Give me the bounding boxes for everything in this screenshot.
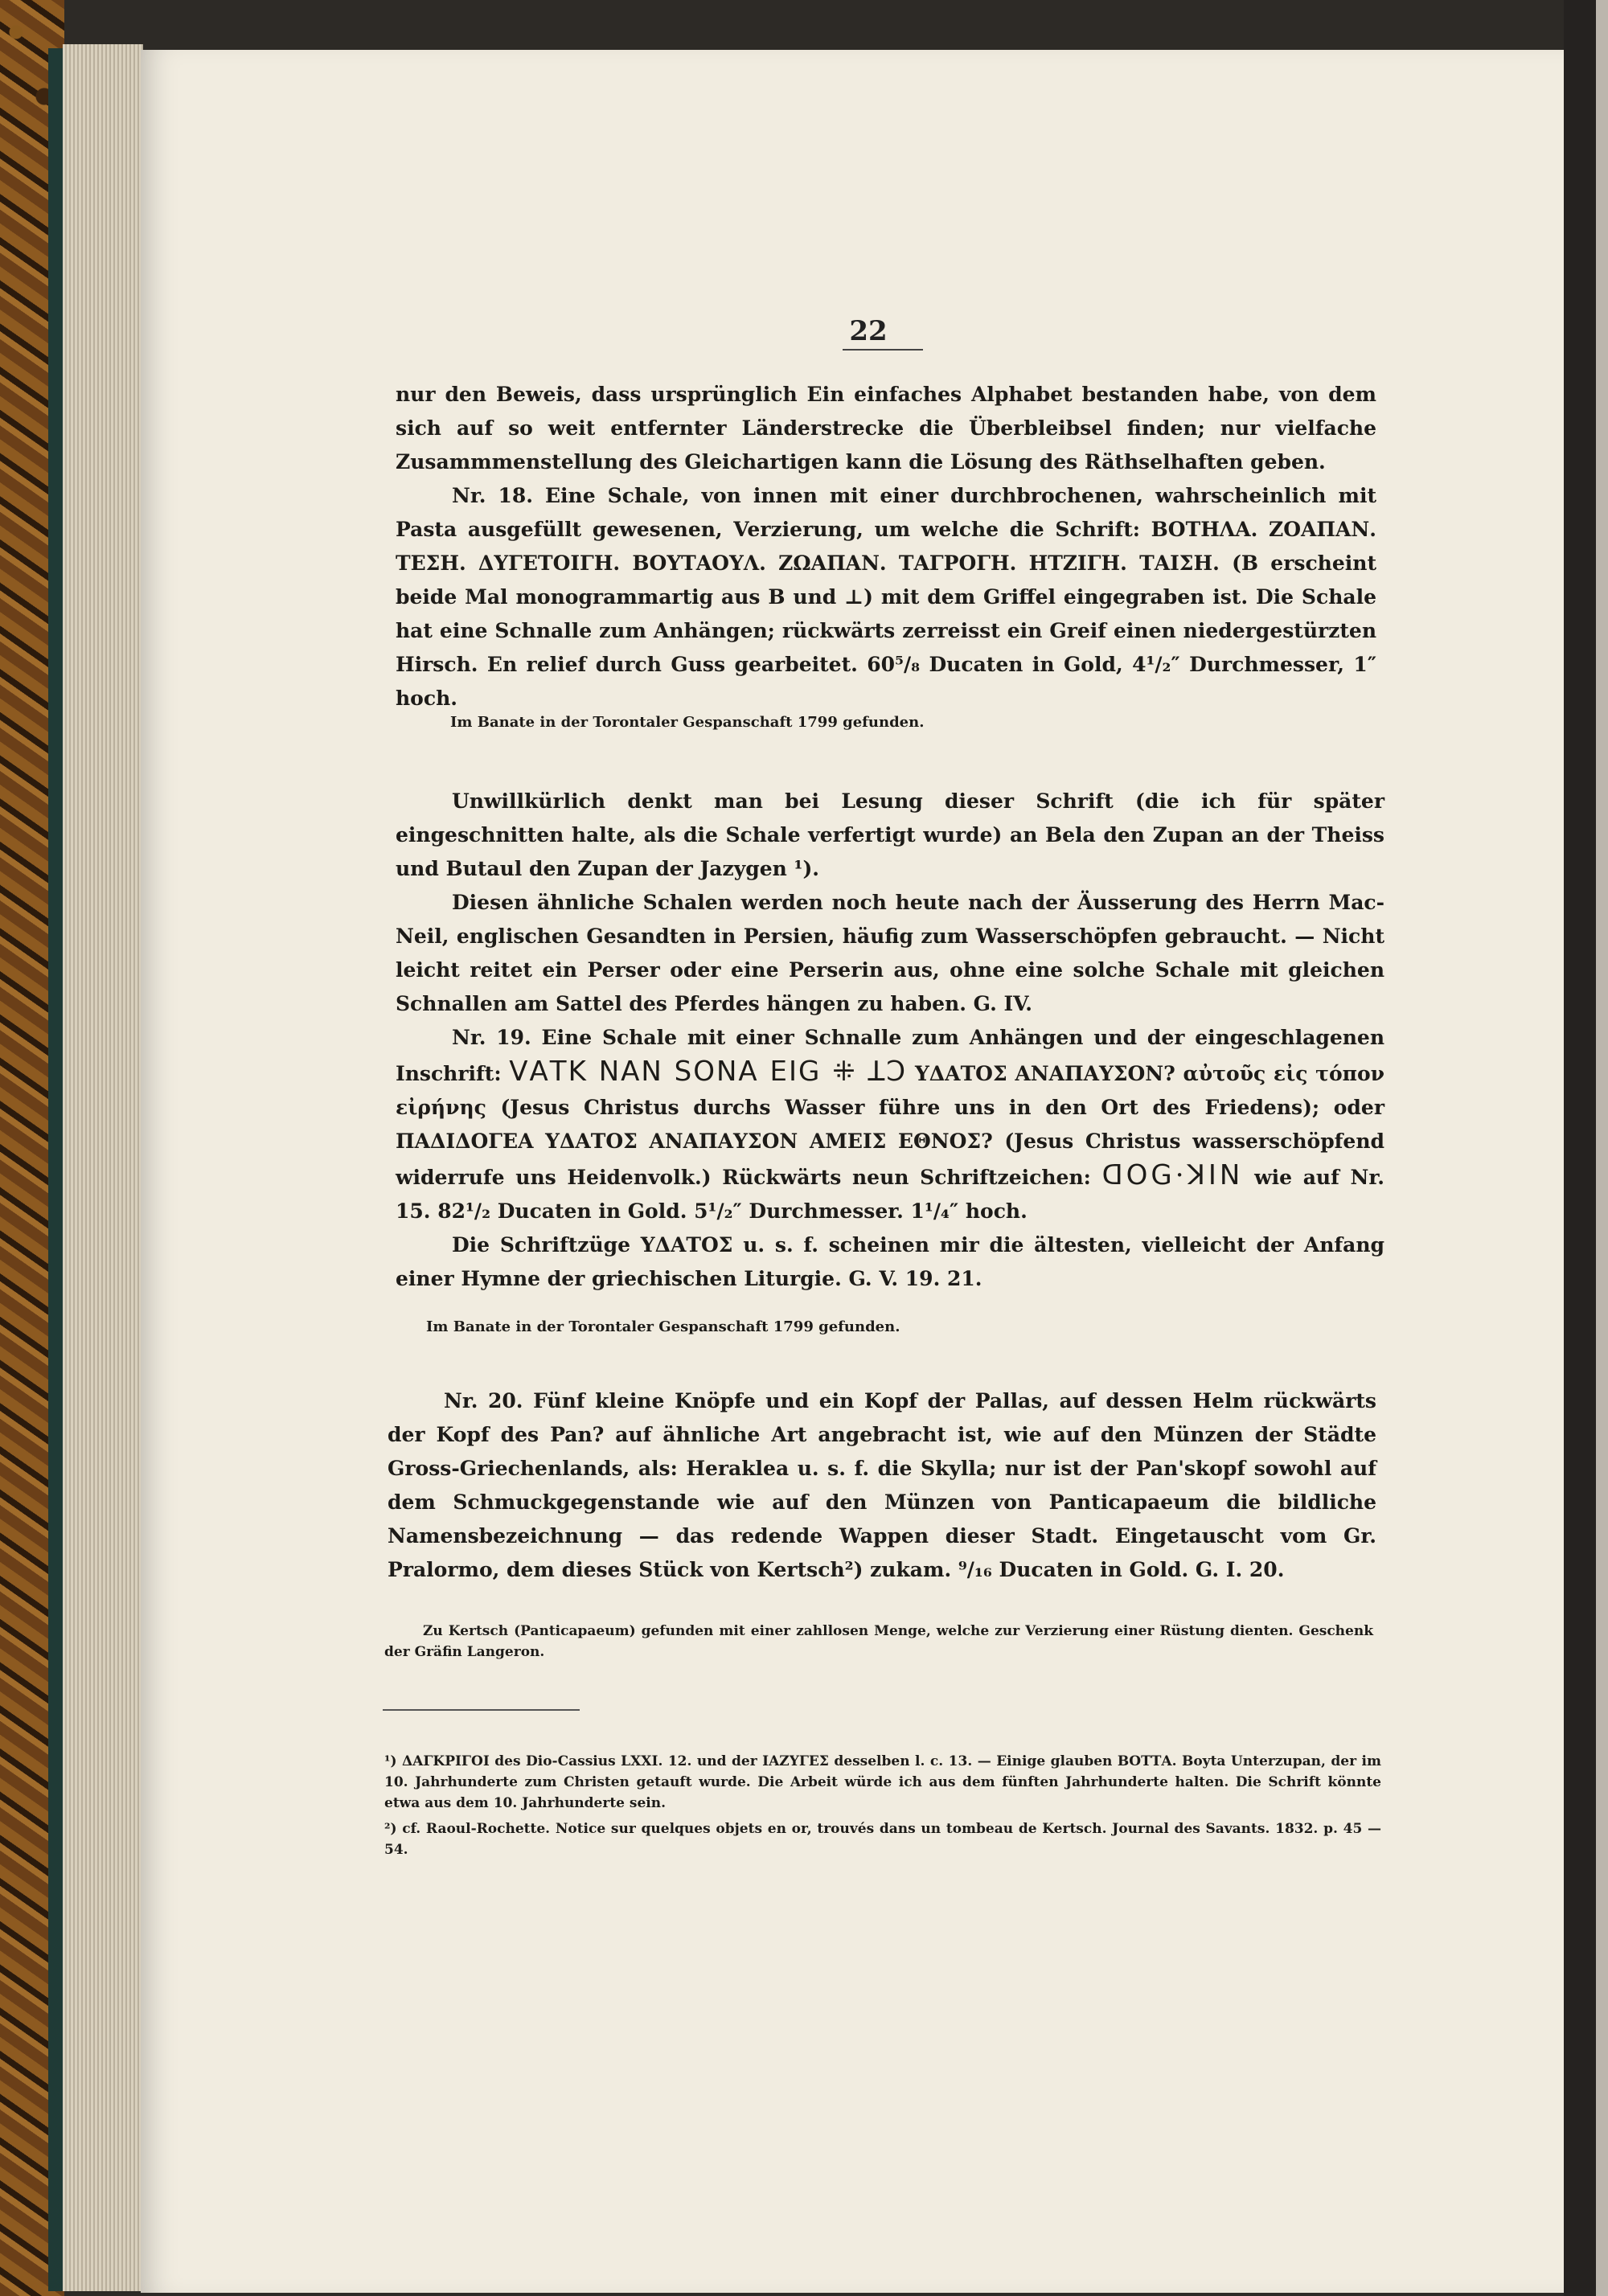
- paragraph: Diesen ähnliche Schalen werden noch heute nach der Äusserung des Herrn Mac-Neil, englischen Gesandten in Persien, häufig zum Wasserschöpfen gebraucht. — Nicht leicht reitet ein Perser oder eine Perserin aus, ohne eine solche Schale mit gleichen Schnallen am Sattel des Pferdes hängen zu haben. G. IV.: [396, 891, 1384, 1015]
- find-note-text: Zu Kertsch (Panticapaeum) gefunden mit einer zahllosen Menge, welche zur Verzierung einer Rüstung dienten. Geschenk der Gräfin Langeron.: [384, 1623, 1373, 1660]
- paragraph: Die Schriftzüge ΥΔΑΤΟΣ u. s. f. scheinen mir die ältesten, vielleicht der Anfang einer Hymne der griechischen Liturgie. G. V. 19. 21.: [396, 1233, 1384, 1290]
- book-spine-cloth: [48, 48, 63, 2291]
- find-note: [384, 1621, 1373, 1663]
- find-location-caption: Im Banate in der Torontaler Gespanschaft 1799 gefunden.: [450, 714, 925, 731]
- footnotes: [384, 1751, 1381, 1860]
- paragraph: nur den Beweis, dass ursprünglich Ein einfaches Alphabet bestanden habe, von dem sich auf so weit entfernter Länderstrecke die Überbleibsel finden; nur vielfache Zusammmenstellung des Gleichartigen kann die Lösung des Räthselhaften geben.: [396, 383, 1376, 474]
- paragraph-text: Nr. 19. Eine Schale mit einer Schnalle zum Anhängen und der eingeschlagenen Inschrift:: [396, 1026, 1384, 1085]
- inscription-glyphs-reverse: ꓷꓳꓖ·ꓘꓲꓠ: [1101, 1159, 1244, 1191]
- text-block-nr20: [388, 1384, 1376, 1587]
- footnote-rule: [383, 1709, 580, 1711]
- paragraph-text: ΥΔΑΤΟΣ ΑΝΑΠΑΥΣΟΝ? αὐτοῦς εἰς τόπον εἰρήνης (Jesus Christus durchs Wasser führe uns in den Ort des Friedens); oder ΠΑΔΙΔΟΓΕΑ ΥΔΑΤΟΣ ΑΝΑΠΑΥΣΟΝ ΑΜΕΙΣ ΕΘΝΟΣ? (Jesus Christus wasserschöpfend widerrufe uns Heidenvolk.) Rückwärts neun Schriftzeichen:: [396, 1062, 1384, 1189]
- paragraph-nr18: Nr. 18. Eine Schale, von innen mit einer durchbrochenen, wahrscheinlich mit Pasta ausgefüllt gewesenen, Verzierung, um welche die Schrift: ΒΟΤΗΛΑ. ΖΟΑΠΑΝ. ΤΕΣΗ. ΔΥΓΕΤΟΙΓΗ. ΒΟΥΤΑΟΥΛ. ΖΩΑΠΑΝ. ΤΑΓΡΟΓΗ. ΗΤΖΙΓΗ. ΤΑΙΣΗ. (B erscheint beide Mal monogrammartig aus B und ⊥) mit dem Griffel eingegraben ist. Die Schale hat eine Schnalle zum Anhängen; rückwärts zerreisst ein Greif einen niedergestürzten Hirsch. En relief durch Guss gearbeitet. 60⁵/₈ Ducaten in Gold, 4¹/₂″ Durchmesser, 1″ hoch.: [396, 484, 1376, 710]
- paragraph-nr19: [396, 1021, 1384, 1228]
- page-number-rule: [843, 349, 923, 351]
- page-stack-edges: [63, 44, 143, 2291]
- page-number: 22: [849, 315, 888, 347]
- inscription-glyphs: ꓦꓮꓔꓗ ꓠꓮꓠ ꓢꓳꓠꓮ ꓰꓲꓖ ⁜ ꓕꓛ: [509, 1056, 908, 1088]
- paragraph: Unwillkürlich denkt man bei Lesung dieser Schrift (die ich für später eingeschnitten halte, als die Schale verfertigt wurde) an Bela den Zupan an der Theiss und Butaul den Zupan der Jazygen ¹).: [396, 789, 1384, 880]
- paragraph-text: wie auf Nr. 15. 82¹/₂ Ducaten in Gold. 5¹/₂″ Durchmesser. 1¹/₄″ hoch.: [396, 1166, 1384, 1223]
- find-location-caption: Im Banate in der Torontaler Gespanschaft 1799 gefunden.: [426, 1318, 900, 1335]
- footnote-1: ¹) ΔΑΓΚΡΙΓΟΙ des Dio-Cassius LXXI. 12. und der ΙΑΖΥΓΕΣ desselben l. c. 13. — Einige glauben ΒΟΤΤΑ. Boyta Unterzupan, der im 10. Jahrhunderte zum Christen getauft wurde. Die Arbeit würde ich aus dem fünften Jahrhunderte halten. Die Schrift könnte etwa aus dem 10. Jahrhunderte sein.: [384, 1753, 1381, 1811]
- right-scan-bar: [1596, 0, 1608, 2296]
- footnote-2: ²) cf. Raoul-Rochette. Notice sur quelques objets en or, trouvés dans un tombeau de Kertsch. Journal des Savants. 1832. p. 45 — 54.: [384, 1821, 1381, 1858]
- text-block-nr19: [396, 785, 1384, 1296]
- paragraph-nr20: Nr. 20. Fünf kleine Knöpfe und ein Kopf der Pallas, auf dessen Helm rückwärts der Kopf des Pan? auf ähnliche Art angebracht ist, wie auf den Münzen der Städte Gross-Griechenlands, als: Heraklea u. s. f. die Skylla; nur ist der Pan'skopf sowohl auf dem Schmuckgegenstande wie auf den Münzen von Panticapaeum die bildliche Namensbezeichnung — das redende Wappen dieser Stadt. Eingetauscht vom Gr. Pralormo, dem dieses Stück von Kertsch²) zukam. ⁹/₁₆ Ducaten in Gold. G. I. 20.: [388, 1389, 1376, 1581]
- text-block-nr18: [396, 378, 1376, 715]
